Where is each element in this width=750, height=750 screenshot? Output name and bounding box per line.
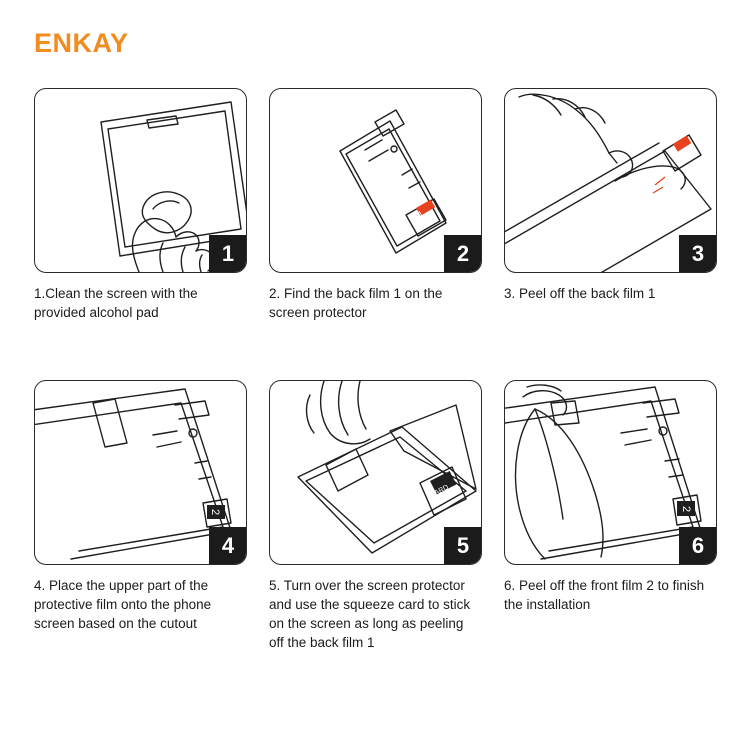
step-card-2 bbox=[269, 88, 482, 360]
steps-grid bbox=[34, 88, 716, 360]
svg-text:CARD: CARD bbox=[428, 484, 450, 500]
step-card-6 bbox=[504, 380, 717, 652]
step-caption-2: 2. Find the back film 1 on the screen protector bbox=[269, 286, 443, 320]
step-illustration-3 bbox=[504, 88, 717, 273]
svg-text:2: 2 bbox=[680, 505, 692, 513]
step-caption-6: 6. Peel off the front film 2 to finish the installation bbox=[504, 578, 705, 612]
step-illustration-6 bbox=[504, 380, 717, 565]
svg-text:1: 1 bbox=[416, 208, 426, 220]
step-card-4 bbox=[34, 380, 247, 652]
svg-text:2: 2 bbox=[209, 508, 221, 516]
step-number-badge-5: 5 bbox=[444, 527, 482, 565]
step-caption-5: 5. Turn over the screen protector and use the squeeze card to stick on the screen as long as peeling off the back film 1 bbox=[269, 578, 471, 650]
step-illustration-4 bbox=[34, 380, 247, 565]
step-caption-3: 3. Peel off the back film 1 bbox=[504, 286, 656, 301]
step-number-badge-2: 2 bbox=[444, 235, 482, 273]
step-number-badge-6: 6 bbox=[679, 527, 717, 565]
step-caption-4: 4. Place the upper part of the protective film onto the phone screen based on the cutout bbox=[34, 578, 212, 631]
brand-logo: ENKAY bbox=[34, 28, 129, 58]
step-illustration-5 bbox=[269, 380, 482, 565]
step-number-badge-1: 1 bbox=[209, 235, 247, 273]
step-card-3 bbox=[504, 88, 717, 360]
step-card-5 bbox=[269, 380, 482, 652]
step-number-badge-4: 4 bbox=[209, 527, 247, 565]
step-caption-1: 1.Clean the screen with the provided alcohol pad bbox=[34, 286, 198, 320]
step-illustration-1 bbox=[34, 88, 247, 273]
step-number-badge-3: 3 bbox=[679, 235, 717, 273]
steps-grid-row-2 bbox=[34, 380, 716, 652]
step-card-1 bbox=[34, 88, 247, 360]
step-illustration-2 bbox=[269, 88, 482, 273]
